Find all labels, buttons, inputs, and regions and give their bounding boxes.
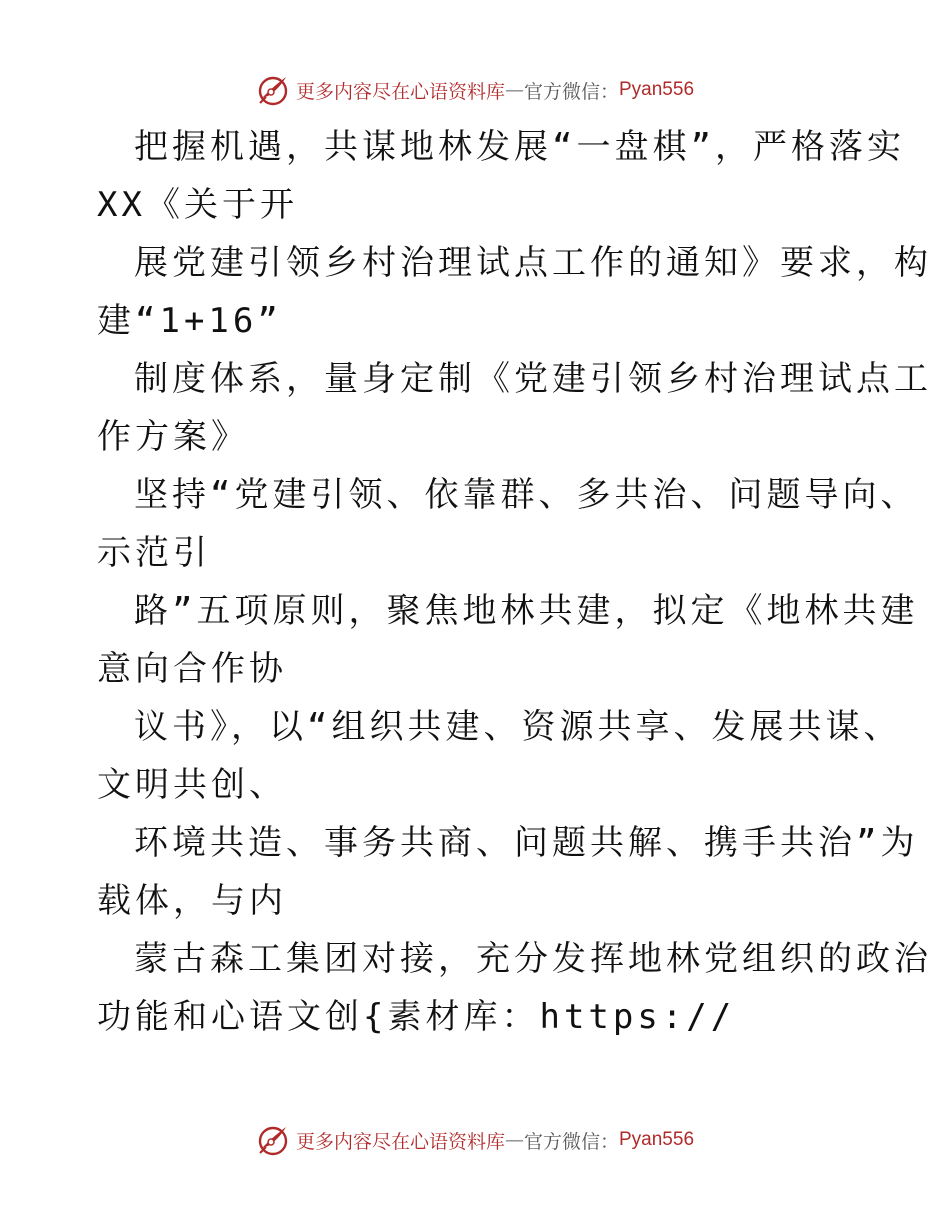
header-banner-separator: —	[504, 79, 524, 101]
body-line: 坚持“党建引领、依靠群、多共治、问题导向、	[134, 475, 919, 515]
body-line: XX《关于开	[97, 185, 298, 225]
header-banner	[0, 70, 950, 110]
body-line: 意向合作协	[97, 649, 287, 689]
body-line: 议书》，以“组织共建、资源共享、发展共谋、	[134, 707, 902, 747]
footer-wechat-label: 官方微信：	[523, 1130, 619, 1153]
body-line: 文明共创、	[97, 765, 287, 805]
footer-banner	[0, 1120, 950, 1160]
body-line: 示范引	[97, 533, 211, 573]
footer-wechat-id: Pyan556	[619, 1129, 695, 1150]
header-banner-text: 更多内容尽在心语资料库	[295, 80, 505, 103]
body-line: 建“1+16”	[97, 301, 282, 341]
body-line: 制度体系，量身定制《党建引领乡村治理试点工	[134, 359, 932, 399]
body-line: 蒙古森工集团对接，充分发挥地林党组织的政治	[134, 939, 932, 979]
body-line: 路”五项原则，聚焦地林共建，拟定《地林共建	[134, 591, 919, 631]
quill-logo-icon	[256, 1122, 292, 1158]
body-line: 把握机遇，共谋地林发展“一盘棋”，严格落实	[134, 127, 905, 167]
quill-logo-icon	[256, 72, 292, 108]
footer-banner-text: 更多内容尽在心语资料库	[295, 1130, 505, 1153]
body-line: 作方案》	[97, 417, 249, 457]
header-wechat-label: 官方微信：	[523, 80, 619, 103]
body-line: 环境共造、事务共商、问题共解、携手共治”为	[134, 823, 919, 863]
body-line: 展党建引领乡村治理试点工作的通知》要求，构	[134, 243, 932, 283]
body-line: 载体，与内	[97, 881, 287, 921]
body-line: 功能和心语文创{素材库：https://	[97, 997, 736, 1037]
footer-banner-separator: —	[504, 1129, 524, 1151]
header-wechat-id: Pyan556	[619, 79, 695, 100]
